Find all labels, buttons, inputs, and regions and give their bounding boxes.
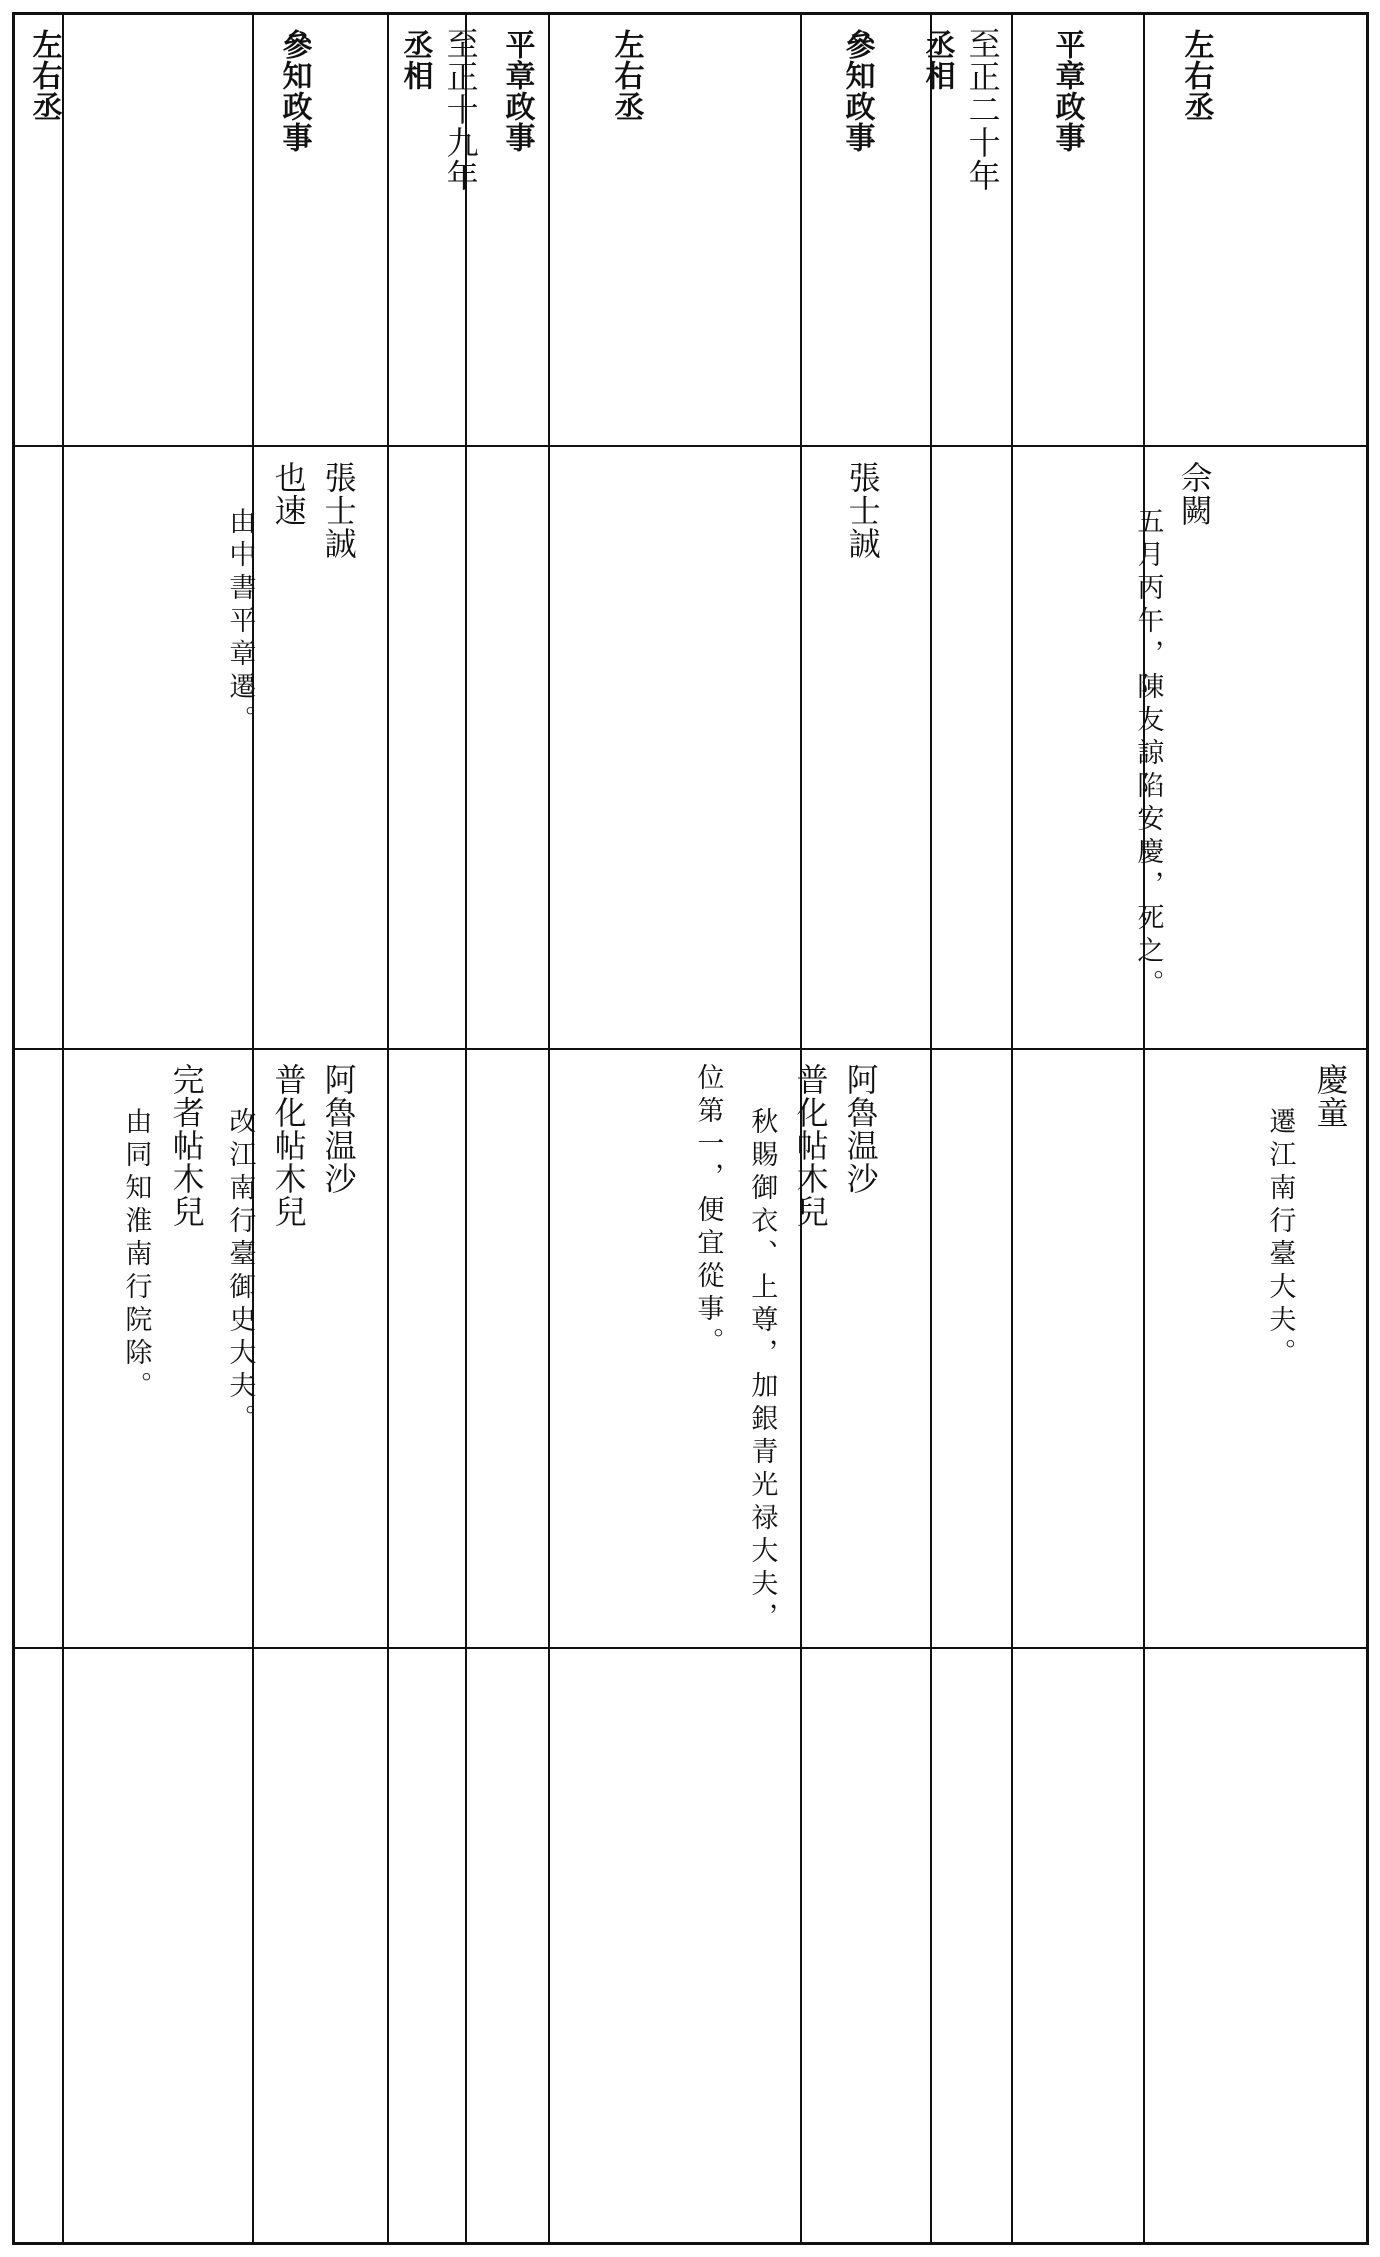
official-name: 普化帖木兒 <box>791 1063 830 1228</box>
official-note: 由中書平章遷。 <box>224 507 256 738</box>
official-name: 慶童 <box>1311 1063 1350 1129</box>
column-divider <box>62 15 64 2242</box>
official-name: 張士誠 <box>319 461 358 560</box>
header-cell: 丞相 <box>919 29 955 91</box>
year-heading: 至正十九年 <box>441 27 480 192</box>
official-name: 張士誠 <box>843 461 882 560</box>
official-note: 改江南行臺御史大夫。 <box>224 1107 256 1437</box>
official-name: 完者帖木兒 <box>167 1063 206 1228</box>
official-name: 阿魯温沙 <box>319 1063 358 1195</box>
official-note: 五月丙午，陳友諒陷安慶，死之。 <box>1132 507 1164 1002</box>
row-divider <box>15 1048 1366 1050</box>
header-cell: 參知政事 <box>276 29 312 153</box>
official-note: 由同知淮南行院除。 <box>120 1107 152 1404</box>
column-divider <box>548 15 550 2242</box>
official-note: 遷江南行臺大夫。 <box>1264 1107 1296 1371</box>
header-cell: 左右丞 <box>1178 29 1214 122</box>
official-note: 位第一，便宜從事。 <box>692 1063 724 1360</box>
column-divider <box>387 15 389 2242</box>
header-cell: 左右丞 <box>608 29 644 122</box>
header-cell: 參知政事 <box>839 29 875 153</box>
official-note: 秋賜御衣、上尊，加銀青光禄大夫， <box>746 1107 778 1635</box>
table-page <box>12 12 1369 2245</box>
official-name: 普化帖木兒 <box>269 1063 308 1228</box>
header-cell: 左右丞 <box>26 29 62 122</box>
header-cell: 平章政事 <box>499 29 535 153</box>
column-divider <box>930 15 932 2242</box>
header-cell: 平章政事 <box>1049 29 1085 153</box>
column-divider <box>1143 15 1145 2242</box>
header-cell: 丞相 <box>397 29 433 91</box>
official-name: 也速 <box>269 461 308 527</box>
column-divider <box>1011 15 1013 2242</box>
row-divider <box>15 445 1366 447</box>
official-name: 佘闕 <box>1175 461 1214 527</box>
row-divider <box>15 1647 1366 1649</box>
official-name: 阿魯温沙 <box>841 1063 880 1195</box>
column-divider <box>465 15 467 2242</box>
year-heading: 至正二十年 <box>963 27 1002 192</box>
